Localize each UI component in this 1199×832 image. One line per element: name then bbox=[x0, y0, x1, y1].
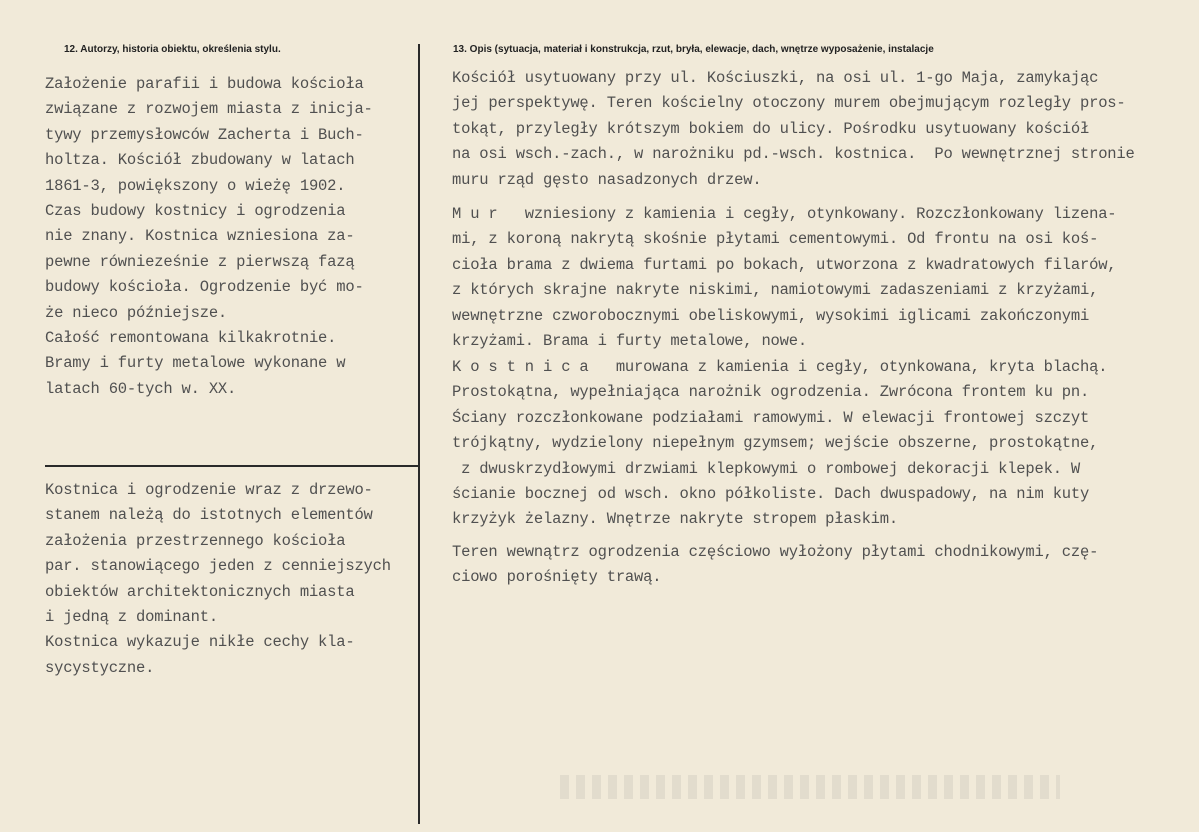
history-text: Założenie parafii i budowa kościoła związane z rozwojem miasta z inicja- tywy przemysłowców Zacherta i Buch- holtza. Kościół zbudowany w latach 1861-3, powiększony o wieżę 1902. Czas budowy kostnicy i ogrodzenia nie znany. Kostnica wzniesiona za- pewne równieześnie z pierwszą fazą budowy kościoła. Ogrodzenie być mo- że nieco późniejsze. Całość remontowana kilkakrotnie. Bramy i furty metalowe wykonane w latach 60-tych w. XX. bbox=[45, 75, 373, 398]
bleed-through-marks bbox=[560, 775, 1060, 799]
section-12-header: 12. Autorzy, historia obiektu, określenia stylu. bbox=[64, 44, 281, 55]
description-paragraph-location: Kościół usytuowany przy ul. Kościuszki, na osi ul. 1-go Maja, zamykając jej perspektywę. Teren kościelny otoczony murem obejmującym rozległy pros- tokąt, przyległy krótszym bokiem do ulicy. Pośrodku usytuowany kościół na osi wsch.-zach., w narożniku pd.-wsch. kostnica. Po wewnętrznej stronie muru rząd gęsto nasadzonych drzew. bbox=[452, 69, 1135, 189]
horizontal-divider bbox=[45, 465, 418, 467]
description-paragraph-wall: M u r wzniesiony z kamienia i cegły, otynkowany. Rozczłonkowany lizena- mi, z koroną nakrytą skośnie płytami cementowymi. Od frontu na osi koś- cioła brama z dwiema furtami po bokach, utworzona z kwadratowych filarów, z których skrajne nakryte niskimi, namiotowymi zadaszeniami z krzyżami, wewnętrzne czworobocznymi obeliskowymi, wysokimi iglicami zakończonymi krzyżami. Brama i furty metalowe, nowe. bbox=[452, 205, 1117, 351]
description-paragraph-grounds: Teren wewnątrz ogrodzenia częściowo wyłożony płytami chodnikowymi, czę- ciowo porośnięty trawą. bbox=[452, 543, 1099, 587]
section-13-header: 13. Opis (sytuacja, materiał i konstrukcja, rzut, bryła, elewacje, dach, wnętrze wyposażenie, instalacje bbox=[453, 44, 934, 55]
vertical-divider bbox=[418, 44, 420, 824]
description-paragraph-chapel: K o s t n i c a murowana z kamienia i cegły, otynkowana, kryta blachą. Prostokątna, wypełniająca narożnik ogrodzenia. Zwrócona frontem ku pn. Ściany rozczłonkowane podziałami ramowymi. W elewacji frontowej szczyt trójkątny, wydzielony niepełnym gzymsem; wejście obszerne, prostokątne, z dwuskrzydłowymi drzwiami klepkowymi o rombowej dekoracji klepek. W ścianie bocznej od wsch. okno półkoliste. Dach dwuspadowy, na nim kuty krzyżyk żelazny. Wnętrze nakryte stropem płaskim. bbox=[452, 358, 1108, 529]
significance-text: Kostnica i ogrodzenie wraz z drzewo- stanem należą do istotnych elementów założenia przestrzennego kościoła par. stanowiącego jeden z cenniejszych obiektów architektonicznych miasta i jedną z dominant. Kostnica wykazuje nikłe cechy kla- sycystyczne. bbox=[45, 481, 391, 677]
